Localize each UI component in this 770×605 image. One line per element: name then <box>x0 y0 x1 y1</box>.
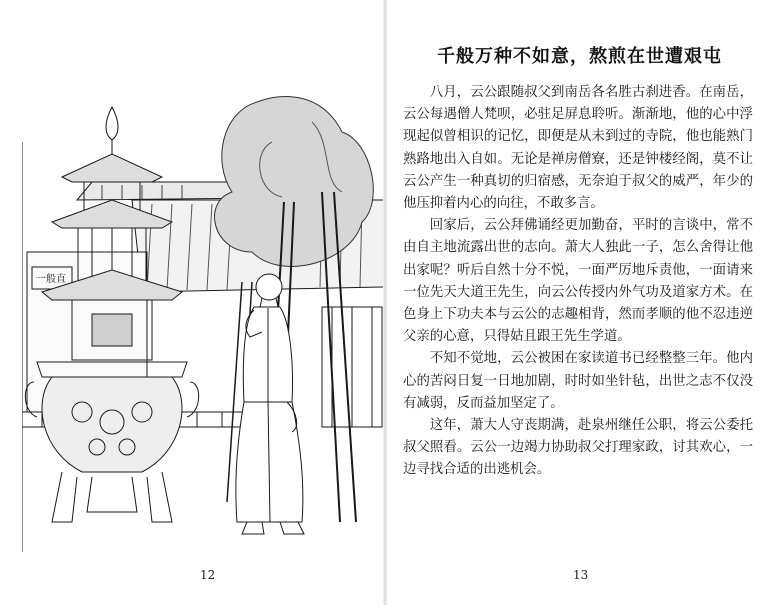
paragraph: 不知不觉地，云公被困在家读道书已经整整三年。他内心的苦闷日复一日地加剧，时时如坐针毡，出世之志不仅没有减弱，反而益加坚定了。 <box>403 351 753 411</box>
right-page <box>385 0 770 605</box>
paragraph: 八月，云公跟随叔父到南岳各名胜古刹进香。在南岳，云公每遇僧人梵呗，必驻足屏息聆听。渐渐地，他的心中浮现起似曾相识的记忆，即便是从未到过的寺院，他也能熟门熟路地出入自如。无论是禅房僧寮，还是钟楼经阁，莫不让云公产生一种真切的归宿感，无奈迫于叔父的威严，年少的他压抑着内心的向往，不敢多言。 <box>403 85 753 212</box>
paragraph: 这年，萧大人守丧期满，赴泉州继任公职，将云公委托叔父照看。云公一边竭力协助叔父打理家政，讨其欢心，一边寻找合适的出逃机会。 <box>403 418 753 478</box>
paragraph: 回家后，云公拜佛诵经更加勤奋，平时的言谈中，常不由自主地流露出世的志向。萧大人独此一子，怎么舍得让他出家呢？听后自然十分不悦，一面严厉地斥责他，一面请来一位先天大道王先生，向云公传授内外气功及道家方术。在色身上下功夫本与云公的志趣相背，然而孝顺的他不忍违逆父亲的心意，只得姑且跟王先生学道。 <box>403 218 753 345</box>
svg-text:一般直: 一般直 <box>36 274 66 285</box>
body-text <box>403 82 753 482</box>
page-number: 13 <box>573 568 589 582</box>
chapter-title: 千般万种不如意，熬煎在世遭艰屯 <box>437 46 722 67</box>
pagoda-illustration <box>22 82 384 552</box>
page-number: 12 <box>200 568 216 582</box>
